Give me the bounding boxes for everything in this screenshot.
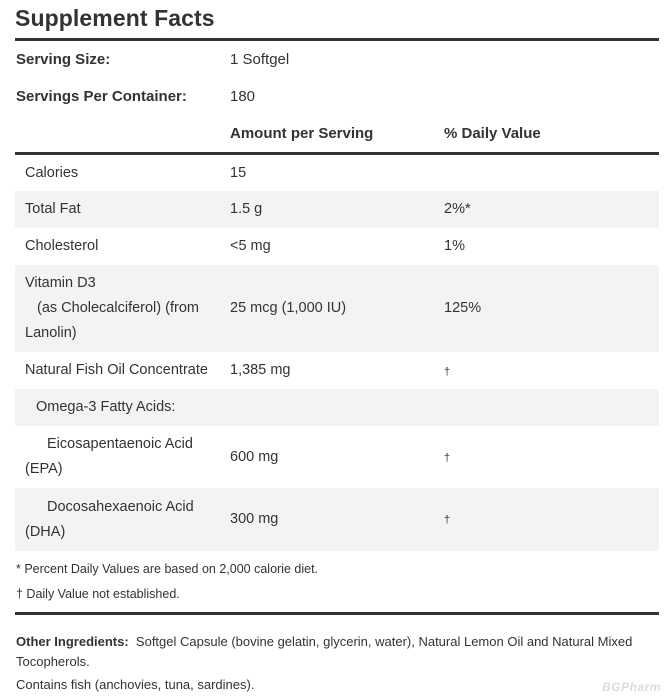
nutrient-name-line: Eicosapentaenoic Acid — [47, 436, 193, 452]
nutrient-daily-value: † — [444, 366, 451, 378]
nutrient-name — [25, 426, 223, 488]
page-title: Supplement Facts — [15, 5, 215, 31]
table-row-cholesterol — [15, 228, 659, 265]
nutrient-name-line: Docosahexaenoic Acid — [47, 498, 194, 515]
nutrient-name-line: Lanolin) — [25, 325, 77, 341]
table-row-calories — [15, 155, 659, 191]
table-row-fish-oil — [15, 352, 659, 389]
nutrient-amount: 15 — [230, 164, 247, 181]
nutrient-daily-value: 2%* — [444, 201, 471, 217]
nutrient-amount: 1.5 g — [230, 201, 263, 217]
nutrient-daily-value: 125% — [444, 300, 482, 316]
other-ingredients-label: Other Ingredients: — [16, 634, 129, 649]
footer-divider — [15, 612, 659, 615]
nutrient-name — [25, 265, 223, 352]
nutrient-amount: 1,385 mg — [230, 362, 291, 378]
nutrient-name: Total Fat — [25, 201, 81, 217]
footnote-not-established: † Daily Value not established. — [16, 587, 180, 601]
title-divider — [15, 38, 659, 41]
nutrient-name: Natural Fish Oil Concentrate — [25, 362, 208, 378]
servings-per-container-label: Servings Per Container: — [16, 88, 187, 105]
nutrient-name — [25, 488, 223, 551]
nutrient-amount: 25 mcg (1,000 IU) — [230, 300, 347, 316]
nutrient-name-line: (as Cholecalciferol) (from — [37, 300, 199, 316]
nutrient-amount: <5 mg — [230, 238, 271, 254]
nutrient-name-line: Vitamin D3 — [25, 275, 96, 291]
nutrient-amount — [230, 389, 440, 426]
table-row-total-fat — [15, 191, 659, 228]
other-ingredients-text: Softgel Capsule (bovine gelatin, glycerin, water), Natural Lemon Oil and Natural Mixed Tocopherols. — [16, 634, 633, 669]
table-row-dha — [15, 488, 659, 551]
nutrient-daily-value — [444, 155, 644, 191]
nutrient-name-line: (EPA) — [25, 461, 63, 477]
nutrient-name: Omega-3 Fatty Acids: — [36, 399, 176, 415]
amount-per-serving-header: Amount per Serving — [230, 125, 374, 142]
table-row-omega-3 — [15, 389, 659, 426]
serving-size-label: Serving Size: — [16, 51, 111, 68]
nutrient-daily-value: 1% — [444, 238, 465, 254]
nutrient-name-line: (DHA) — [25, 523, 66, 540]
servings-per-container-value: 180 — [230, 88, 256, 105]
daily-value-header: % Daily Value — [444, 125, 541, 142]
nutrient-name: Calories — [25, 164, 79, 181]
table-row-vitamin-d3 — [15, 265, 659, 352]
nutrient-daily-value: † — [444, 514, 451, 526]
other-ingredients — [16, 632, 661, 672]
nutrient-name: Cholesterol — [25, 238, 99, 254]
nutrient-amount: 600 mg — [230, 448, 279, 465]
nutrient-amount: 300 mg — [230, 511, 279, 527]
footnote-percent-dv: * Percent Daily Values are based on 2,000 calorie diet. — [16, 562, 319, 576]
watermark: BGPharm — [602, 680, 661, 694]
nutrient-daily-value: † — [444, 452, 451, 464]
nutrient-daily-value — [444, 389, 644, 426]
allergen-statement: Contains fish (anchovies, tuna, sardines). — [16, 677, 255, 692]
table-row-epa — [15, 426, 659, 488]
serving-size-value: 1 Softgel — [230, 51, 290, 68]
